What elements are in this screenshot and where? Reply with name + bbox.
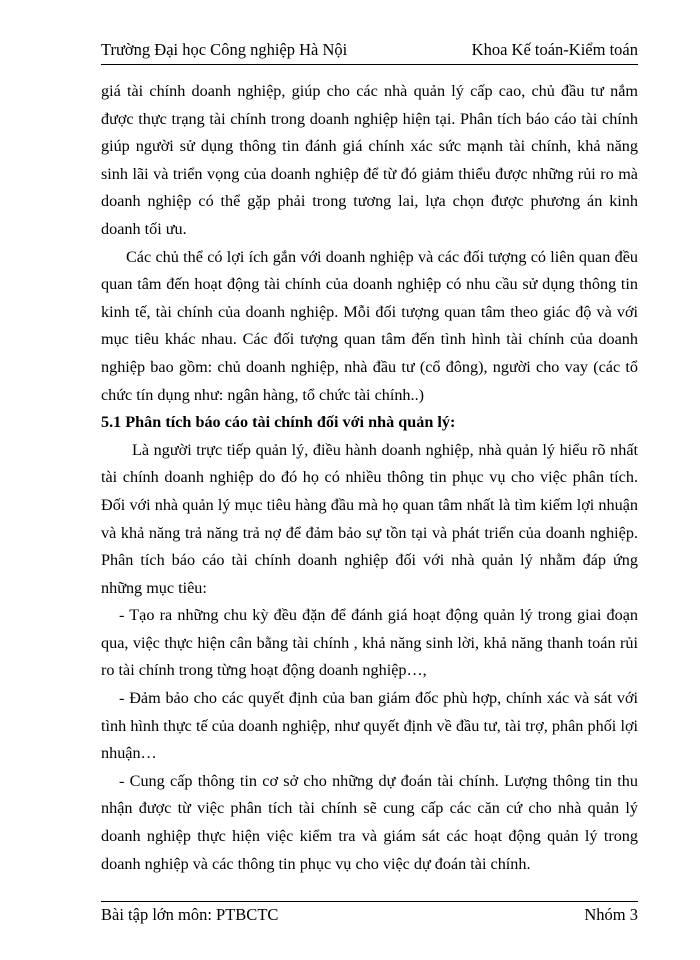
page-footer (101, 901, 638, 926)
section-heading-5-1: 5.1 Phân tích báo cáo tài chính đối với nhà quản lý: (101, 413, 456, 432)
bullet-item-3: - Cung cấp thông tin cơ sở cho những dự đoán tài chính. Lượng thông tin thu nhận được từ việc phân tích tài chính sẽ cung cấp các căn cứ cho nhà quản lý doanh nghiệp thực hiện việc kiểm tra và giám sát các hoạt động quản lý trong doanh nghiệp và các thông tin phục vụ cho việc dự đoán tài chính. (101, 771, 638, 873)
bullet-item-1: - Tạo ra những chu kỳ đều đặn để đánh giá hoạt động quản lý trong giai đoạn qua, việc thực hiện cân bằng tài chính , khả năng sinh lời, khả năng thanh toán rủi ro tài chính trong từng hoạt động doanh nghiệp…, (101, 606, 638, 680)
header-faculty-name: Khoa Kế toán-Kiểm toán (471, 40, 638, 59)
document-body (101, 78, 638, 878)
bullet-item-2: - Đảm bảo cho các quyết định của ban giám đốc phù hợp, chính xác và sát với tình hình thực tế của doanh nghiệp, như quyết định về đầu tư, tài trợ, phân phối lợi nhuận… (101, 689, 638, 763)
header-school-name: Trường Đại học Công nghiệp Hà Nội (101, 40, 348, 59)
footer-course-name: Bài tập lớn môn: PTBCTC (101, 905, 279, 924)
footer-group-name: Nhóm 3 (584, 905, 638, 924)
paragraph-stakeholders: Các chủ thể có lợi ích gắn với doanh nghiệp và các đối tượng có liên quan đều quan tâm đến hoạt động tài chính của doanh nghiệp có nhu cầu sử dụng thông tin kinh tế, tài chính của doanh nghiệp. Mỗi đối tượng quan tâm theo giác độ và với mục tiêu khác nhau. Các đối tượng quan tâm đến tình hình tài chính của doanh nghiệp bao gồm: chủ doanh nghiệp, nhà đầu tư (cổ đông), người cho vay (các tổ chức tín dụng như: ngân hàng, tổ chức tài chính..) (101, 247, 638, 404)
paragraph-managers: Là người trực tiếp quản lý, điều hành doanh nghiệp, nhà quản lý hiểu rõ nhất tài chính doanh nghiệp do đó họ có nhiều thông tin phục vụ cho việc phân tích. Đối với nhà quản lý mục tiêu hàng đầu mà họ quan tâm nhất là tìm kiếm lợi nhuận và khả năng trả năng trả nợ để đảm bảo sự tồn tại và phát triển của doanh nghiệp. Phân tích báo cáo tài chính doanh nghiệp đối với nhà quản lý nhằm đáp ứng những mục tiêu: (101, 440, 638, 597)
paragraph-continuation: giá tài chính doanh nghiệp, giúp cho các nhà quản lý cấp cao, chủ đầu tư nắm được thực trạng tài chính trong doanh nghiệp hiện tại. Phân tích báo cáo tài chính giúp người sử dụng thông tin đánh giá chính xác sức mạnh tài chính, khả năng sinh lãi và triển vọng của doanh nghiệp để từ đó giảm thiểu được những rủi ro mà doanh nghiệp có thể gặp phải trong tương lai, lựa chọn được phương án kinh doanh tối ưu. (101, 82, 638, 238)
page-header (101, 38, 638, 65)
